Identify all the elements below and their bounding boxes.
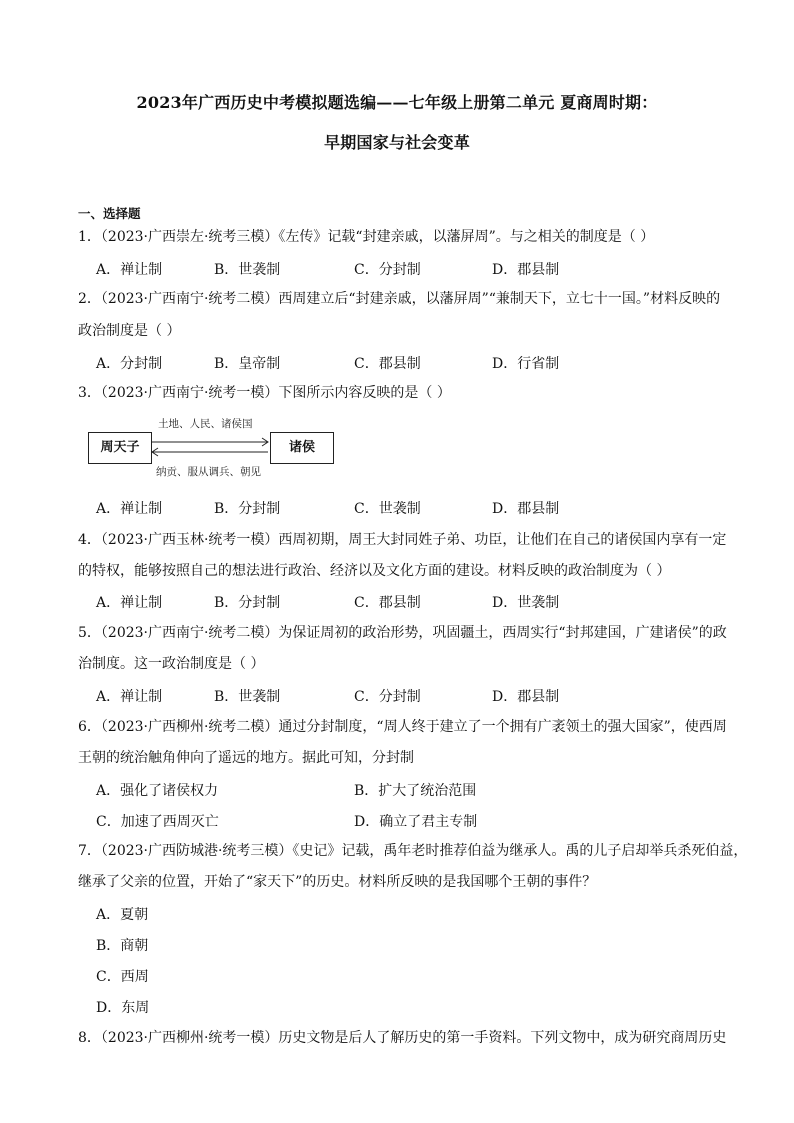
question-5-line2: 治制度。这一政治制度是（ ） [78,656,265,672]
question-6-option-b: B．扩大了统治范围 [354,783,477,799]
question-2-option-b: B．皇帝制 [214,356,281,372]
feudal-relation-diagram [88,414,348,480]
question-3-text: 3．（2023·广西南宁·统考一模）下图所示内容反映的是（ ） [78,385,451,401]
question-8-line1: 8．（2023·广西柳州·统考一模）历史文物是后人了解历史的第一手资料。下列文物中，成为研究商周历史 [78,1030,727,1046]
page-title-line1: 2023年广西历史中考模拟题选编——七年级上册第二单元 夏商周时期： [136,93,658,112]
question-3-option-b: B．分封制 [214,501,281,517]
question-7-option-b: B．商朝 [96,938,149,954]
question-6-line2: 王朝的统治触角伸向了遥远的地方。据此可知，分封制 [78,750,414,766]
question-1-option-c: C．分封制 [354,262,421,278]
question-5-option-b: B．世袭制 [214,689,281,705]
question-6-option-d: D．确立了君主专制 [354,814,478,830]
question-5-line1: 5．（2023·广西南宁·统考二模）为保证周初的政治形势，巩固疆土，西周实行“封邦建国，广建诸侯”的政 [78,625,727,641]
question-1-option-d: D．郡县制 [492,262,560,278]
question-3-option-c: C．世袭制 [354,501,421,517]
section-heading: 一、选择题 [78,206,141,221]
diagram-box-vassal: 诸侯 [270,432,334,464]
diagram-bottom-label: 纳贡、服从调兵、朝见 [156,466,261,478]
question-6-line1: 6．（2023·广西柳州·统考二模）通过分封制度，“周人终于建立了一个拥有广袤领土的强大国家”，使西周 [78,719,727,735]
question-6-option-a: A．强化了诸侯权力 [96,783,219,799]
question-2-option-c: C．郡县制 [354,356,421,372]
question-7-line2: 继承了父亲的位置，开始了“家天下”的历史。材料所反映的是我国哪个王朝的事件？ [78,874,597,890]
question-6-option-c: C．加速了西周灭亡 [96,814,219,830]
question-5-option-a: A．禅让制 [96,689,163,705]
question-1-option-b: B．世袭制 [214,262,281,278]
question-2-line1: 2．（2023·广西南宁·统考二模）西周建立后“封建亲戚，以藩屏周”“兼制天下，立七十一国。”材料反映的 [78,291,721,307]
question-1-option-a: A．禅让制 [96,262,163,278]
question-4-option-d: D．世袭制 [492,595,560,611]
question-4-option-c: C．郡县制 [354,595,421,611]
question-4-line2: 的特权，能够按照自己的想法进行政治、经济以及文化方面的建设。材料反映的政治制度为（ ） [78,563,671,579]
diagram-top-label: 土地、人民、诸侯国 [158,418,253,430]
question-4-option-b: B．分封制 [214,595,281,611]
page-title-line2: 早期国家与社会变革 [324,133,470,152]
question-7-option-d: D．东周 [96,1000,150,1016]
question-1-text: 1．（2023·广西崇左·统考三模）《左传》记载“封建亲戚，以藩屏周”。与之相关的制度是（ ） [78,229,655,245]
question-2-option-a: A．分封制 [96,356,163,372]
question-4-option-a: A．禅让制 [96,595,163,611]
question-3-option-a: A．禅让制 [96,501,163,517]
question-3-option-d: D．郡县制 [492,501,560,517]
question-7-option-c: C．西周 [96,969,149,985]
question-7-line1: 7．（2023·广西防城港·统考三模）《史记》记载，禹年老时推荐伯益为继承人。禹的儿子启却举兵杀死伯益， [78,843,748,859]
question-2-option-d: D．行省制 [492,356,560,372]
question-2-line2: 政治制度是（ ） [78,323,181,339]
question-7-option-a: A．夏朝 [96,907,149,923]
diagram-box-king: 周天子 [88,432,152,464]
question-5-option-c: C．分封制 [354,689,421,705]
question-4-line1: 4．（2023·广西玉林·统考一模）西周初期，周王大封同姓子弟、功臣，让他们在自己的诸侯国内享有一定 [78,532,727,548]
question-5-option-d: D．郡县制 [492,689,560,705]
